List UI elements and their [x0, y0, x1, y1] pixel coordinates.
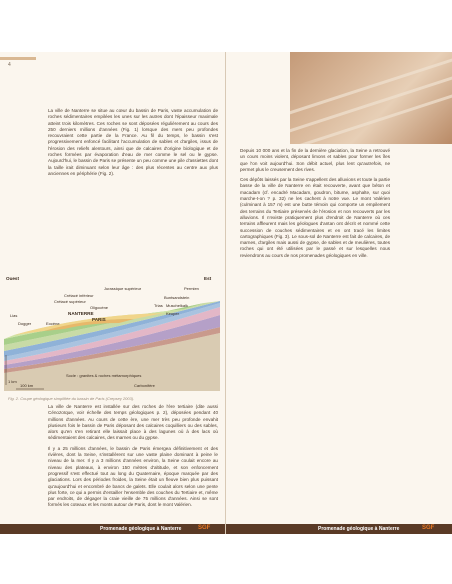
paragraph: La ville de Nanterre est installée sur des roches de l'ère tertiaire (dite aussi Cénozoïque, voir échelle des temps géologiques p. 2), déposées pendant 40 millions d'années. Au cours de cette ère, une mer très peu profonde envahit plusieurs fois le bassin de Paris déposant des calcaires coquilliers ou des sables, alors qu'en s'en retirant elle laissait place à des lagunes où à des lacs où sédimentaient des calcaires, des marnes ou du gypse.	[48, 404, 218, 441]
paragraph: La ville de Nanterre se situe au cœur du bassin de Paris, vaste accumulation de roches sédimentaires empilées les unes sur les autres dont l'épaisseur maximale atteint trois kilomètres. Ces roches se sont déposées régulièrement au cours des 250 derniers millions d'années (Fig. 1) lorsque des mers peu profondes recouvraient cette partie de la France. Au fil du temps, le bassin s'est progressivement enfoncé facilitant l'accumulation de sables et d'argiles, issus de l'érosion des reliefs alentours, ainsi que de calcaires d'origine biologique et de roches formées par évaporation d'eau de mer comme le sel ou le gypse. Aujourd'hui, le bassin de Paris se présente un peu comme une pile d'assiettes dont la taille irait diminuant selon leur âge : des plus récentes au centre aux plus anciennes en périphérie (Fig. 2).	[48, 108, 218, 176]
photo-detail	[290, 87, 452, 144]
decorative-bar	[0, 57, 36, 60]
footer-left	[0, 524, 226, 534]
geological-cross-section	[4, 273, 220, 391]
sgf-logo-icon: SGF	[198, 525, 211, 531]
body-text	[48, 404, 218, 513]
paris-label: PARIS	[92, 317, 106, 322]
layer-label: Jurassique supérieur	[104, 286, 142, 291]
layer-label: Permien	[184, 286, 199, 291]
vertical-scale-label: 1 km	[8, 379, 17, 384]
book-spread	[0, 52, 452, 534]
layer-label: Trias	[154, 303, 163, 308]
escalator-photo	[290, 52, 452, 144]
layer-label: Buntsandstein	[164, 295, 190, 300]
page-number-left: 4	[8, 62, 11, 68]
layer-label: Carbonifère	[134, 383, 155, 388]
layer-label: Muschelkalk	[166, 303, 189, 308]
layer-label: Lias	[10, 313, 18, 318]
sgf-logo-icon: SGF	[422, 525, 435, 531]
layer-label: Dogger	[18, 321, 32, 326]
paragraph: Ces dépôts laissés par la Seine s'appellent des alluvions et toute la partie basse de la ville de Nanterre en était recouverte, avant que béton et macadam (cf. encadré Macadam, goudron, bitume, asphalte, sur quoi marche-t-on ? p. 32) ne les cachent à notre vue. Le mont Valérien (culminant à 157 m) est une butte témoin qui comporte un empilement des terrains du Tertiaire préservés de l'érosion et non recouverts par les alluvions. Il n'existe pratiquement plus d'endroit de Nanterre où ces terrains affleurent mais les géologues d'antan ont décrit et nommé cette succession de couches sédimentaires et en ont tracé les limites cartographiques (Fig. 3). Le sous-sol de Nanterre est fait de calcaires, de marnes, d'argiles mais aussi de gypse, de sables et de meulières, toutes roches qui ont été utilisées par le passé et sur lesquelles nous reviendrons au cours de nos promenades géologiques en ville.	[240, 177, 390, 258]
horizontal-scale-label: 100 km	[20, 383, 34, 388]
figure-caption: Fig. 2. Coupe géologique simplifiée du bassin de Paris (Crepsey 2003).	[8, 396, 135, 401]
body-text-right	[240, 148, 390, 263]
paragraph: Il y a 25 millions d'années, le bassin de Paris émergea définitivement et des rivières, dont la Seine, s'installèrent sur une vaste plaine dominant à peine le niveau de la mer. Il y a 3 millions d'années environ, la Seine coulait encore au niveau des plateaux, à environ 150 mètres d'altitude, et son enfoncement progressif s'est effectué tout au long du Quaternaire, époque marquée par des glaciations. Lors des périodes froides, la Seine était un fleuve bien plus puissant qu'aujourd'hui et encombré de bancs de galets. Elle coulait alors selon une pente plus forte, ce qui a permis d'entailler l'ensemble des couches du Tertiaire et, même par endroits, de dégager la craie vieille de 75 millions d'années. Ainsi se sont formés les coteaux et les monts autour de Paris, dont le mont Valérien.	[48, 445, 218, 508]
intro-text	[48, 108, 218, 181]
layer-label: Keuper	[166, 311, 179, 316]
layer-label: Crétacé inférieur	[64, 293, 94, 298]
footer-title: Promenade géologique à Nanterre	[100, 526, 182, 532]
west-label: Ouest	[6, 276, 20, 281]
layer-label: Socle : granites & roches métamorphiques	[66, 373, 142, 378]
layer-label: Oligocène	[90, 305, 109, 310]
left-page	[0, 52, 226, 534]
footer-title: Promenade géologique à Nanterre	[318, 526, 400, 532]
layer-label: Crétacé supérieur	[54, 299, 86, 304]
nanterre-label: NANTERRE	[68, 311, 94, 316]
footer-right	[226, 524, 452, 534]
east-label: Est	[204, 276, 212, 281]
paragraph: Depuis 10 000 ans et la fin de la dernière glaciation, la Seine a retrouvé un cours moins violent, déposant limons et sables pour former les îles que l'on voit aujourd'hui. Son débit actuel, plus lent qu'autrefois, ne permet plus le creusement des rives.	[240, 148, 390, 172]
layer-label: Eocène	[46, 321, 60, 326]
